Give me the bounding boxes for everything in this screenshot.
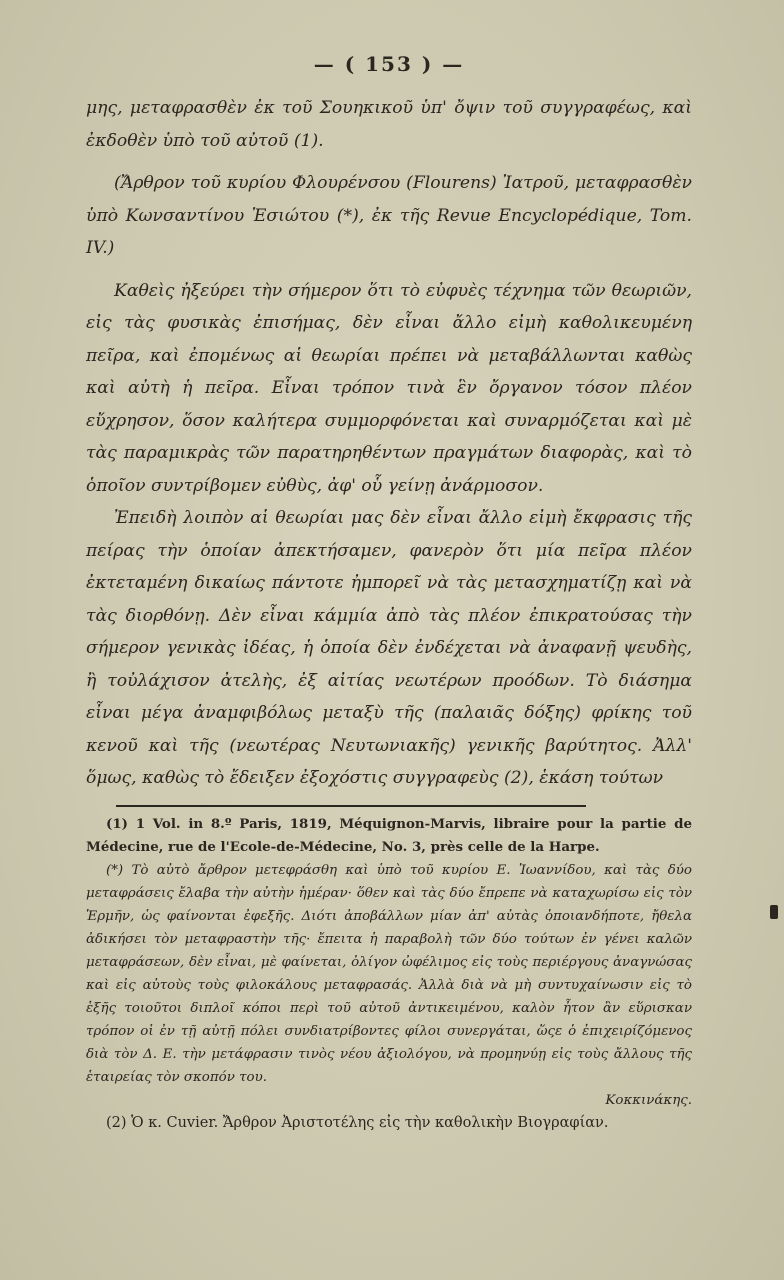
paragraph-2: Ἐπειδὴ λοιπὸν αἱ θεωρίαι μας δὲν εἶναι ἄλλο εἰμὴ ἔκφρασις τῆς πείρας τὴν ὁποίαν ἀπεκτήσαμεν, φανερὸν ὅτι μία πεῖρα πλέον ἐκτεταμένη δικαίως πάντοτε ἠμπορεῖ νὰ τὰς μετασχηματίζῃ καὶ νὰ τὰς διορθόνῃ. Δὲν εἶναι κάμμία ἀπὸ τὰς πλέον ἐπικρατούσας τὴν σήμερον γενικὰς ἰδέας, ἡ ὁποία δὲν ἐνδέχεται νὰ ἀναφανῇ ψευδὴς, ἢ τοὐλάχισον ἀτελὴς, ἐξ αἰτίας νεωτέρων προόδων. Τὸ διάσημα εἶναι μέγα ἀναμφιβόλως μεταξὺ τῆς (παλαιᾶς δόξης) φρίκης τοῦ κενοῦ καὶ τῆς (νεωτέρας Νευτωνιακῆς) γενικῆς βαρύτητος. Ἀλλ' ὅμως, καθὼς τὸ ἔδειξεν ἐξοχόστις συγγραφεὺς (2), ἑκάση τούτων [86,508,692,788]
page-number: — ( 153 ) — [313,52,465,76]
footnote-signature: Κοκκινάκης. [605,1092,692,1108]
footnote-1: (1) 1 Vol. in 8.º Paris, 1819, Méquignon-Marvis, libraire pour la partie de Médecine, rue de l'Ecole-de-Médecine, No. 3, près celle de la Harpe. [86,815,692,855]
page-edge-mark [770,905,778,919]
paragraph-1: Καθεὶς ἠξεύρει τὴν σήμερον ὅτι τὸ εὐφυὲς τέχνημα τῶν θεωριῶν, εἰς τὰς φυσικὰς ἐπισήμας, δὲν εἶναι ἄλλο εἰμὴ καθολικευμένη πεῖρα, καὶ ἐπομένως αἱ θεωρίαι πρέπει νὰ μεταβάλλωνται καθὼς καὶ αὐτὴ ἡ πεῖρα. Εἶναι τρόπον τινὰ ἓν ὄργανον τόσον πλέον εὔχρησον, ὅσον καλήτερα συμμορφόνεται καὶ συναρμόζεται καὶ μὲ τὰς παραμικρὰς τῶν παρατηρηθέντων πραγμάτων διαφορὰς, καὶ τὸ ὁποῖον συντρίβομεν εὐθὺς, ἀφ' οὗ γείνῃ ἀνάρμοσον. [86,280,692,496]
footnote-2: (2) Ὁ κ. Cuvier. Ἄρθρον Ἀριστοτέλης εἰς τὴν καθολικὴν Βιογραφίαν. [106,1114,609,1131]
footnote-divider [116,805,586,807]
footnote-star: (*) Τὸ αὐτὸ ἄρθρον μετεφράσθη καὶ ὑπὸ τοῦ κυρίου Ε. Ἰωαννίδου, καὶ τὰς δύο μεταφράσεις ἔλαβα τὴν αὐτὴν ἡμέραν· ὅθεν καὶ τὰς δύο ἔπρεπε νὰ καταχωρίσω εἰς τὸν Ἑρμῆν, ὡς φαίνονται ἐφεξῆς. Διότι ἀποβάλλων μίαν ἀπ' αὐτὰς ὁποιανδήποτε, ἤθελα ἀδικήσει τὸν μεταφραστὴν τῆς· ἔπειτα ἡ παραβολὴ τῶν δύο τούτων ἐν γένει καλῶν μεταφράσεων, δὲν εἶναι, μὲ φαίνεται, ὀλίγον ὠφέλιμος εἰς τοὺς περιέργους ἀναγνώσας καὶ εἰς αὐτοὺς τοὺς φιλοκάλους μεταφρασάς. Ἀλλὰ διὰ νὰ μὴ συντυχαίνωσιν εἰς τὸ ἑξῆς τοιοῦτοι διπλοῖ κόποι περὶ τοῦ αὐτοῦ ἀντικειμένου, καλὸν ἦτον ἂν εὕρισκαν τρόπον οἱ ἐν τῇ αὐτῇ πόλει συνδιατρίβοντες φίλοι συνεργάται, ὥςε ὁ ἐπιχειρίζόμενος διὰ τὸν Δ. Ε. τὴν μετάφρασιν τινὸς νέου ἀξιολόγου, νὰ προμηνύῃ εἰς τοὺς ἄλλους τῆς ἑταιρείας τὸν σκοπόν του. [86,862,692,1085]
continuation-text: μης, μεταφρασθὲν ἐκ τοῦ Σουηκικοῦ ὑπ' ὄψιν τοῦ συγγραφέως, καὶ ἐκδοθὲν ὑπὸ τοῦ αὐτοῦ (1). [86,98,692,151]
article-header: (Ἄρθρον τοῦ κυρίου Φλουρένσου (Flourens) Ἰατροῦ, μεταφρασθὲν ὑπὸ Κωνσαντίνου Ἐσιώτου (*), ἐκ τῆς Revue Encyclopédique, Tom. IV.) [86,173,692,258]
